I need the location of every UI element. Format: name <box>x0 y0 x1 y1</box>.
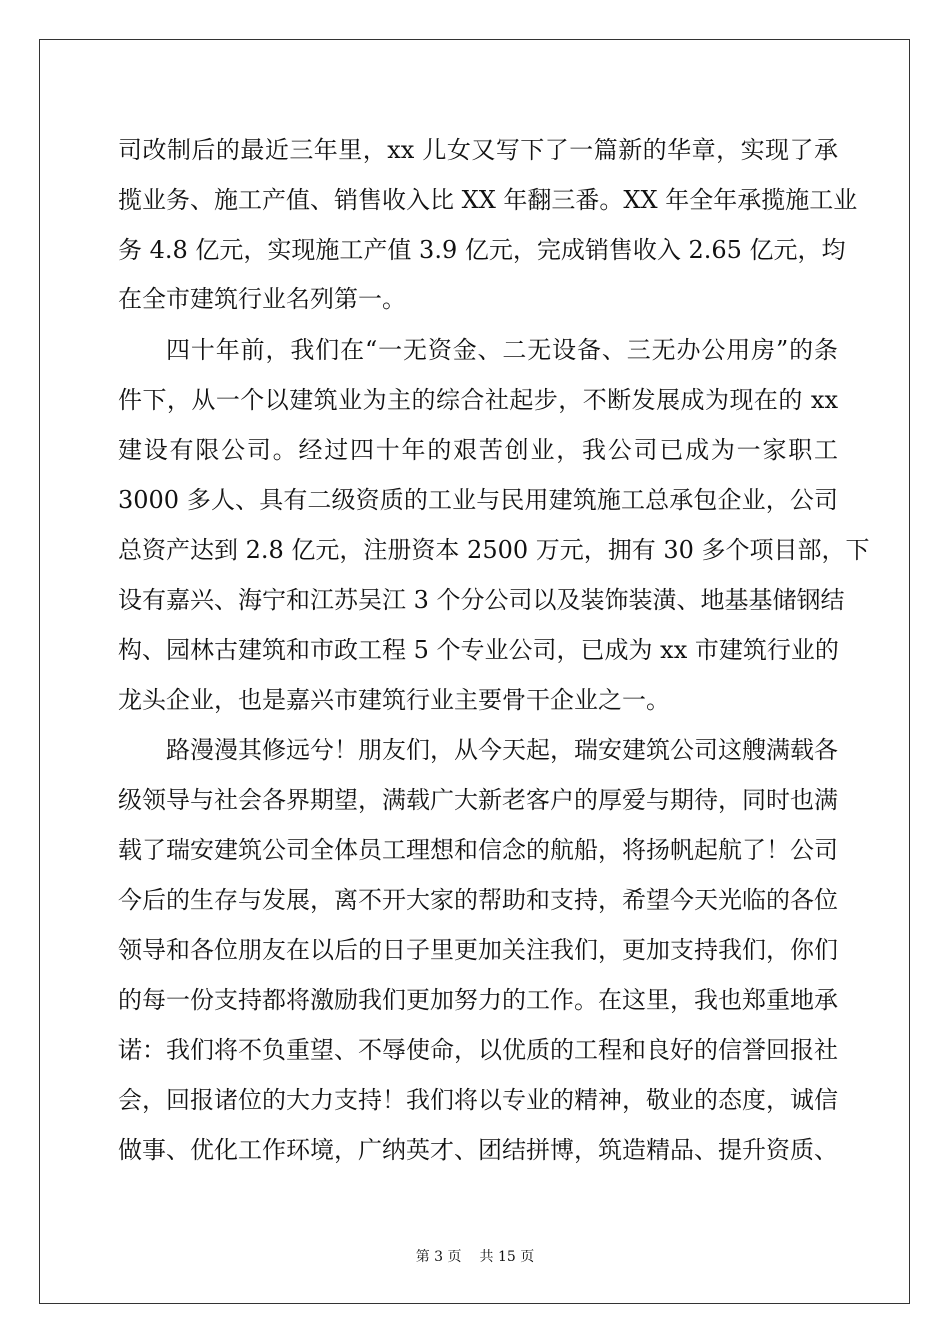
text-line: 件下，从一个以建筑业为主的综合社起步，不断发展成为现在的 xx <box>118 386 838 414</box>
text-line: 3000 多人、具有二级资质的工业与民用建筑施工总承包企业，公司 <box>118 486 838 514</box>
text-line: 构、园林古建筑和市政工程 5 个专业公司，已成为 xx 市建筑行业的 <box>118 636 839 664</box>
text-line: 做事、优化工作环境，广纳英才、团结拼博，筑造精品、提升资质、 <box>118 1136 838 1164</box>
text-line: 总资产达到 2.8 亿元，注册资本 2500 万元，拥有 30 多个项目部，下 <box>118 536 870 564</box>
text-line: 务 4.8 亿元，实现施工产值 3.9 亿元，完成销售收入 2.65 亿元，均 <box>118 236 846 264</box>
text-line: 建设有限公司。经过四十年的艰苦创业，我公司已成为一家职工 <box>118 436 838 464</box>
text-line: 司改制后的最近三年里，xx 儿女又写下了一篇新的华章，实现了承 <box>118 136 838 164</box>
text-line: 揽业务、施工产值、销售收入比 XX 年翻三番。XX 年全年承揽施工业 <box>118 186 858 214</box>
page-number: 第 3 页 <box>415 1249 462 1265</box>
text-line: 领导和各位朋友在以后的日子里更加关注我们，更加支持我们，你们 <box>118 936 838 964</box>
page-total: 共 15 页 <box>479 1249 535 1265</box>
text-line: 设有嘉兴、海宁和江苏吴江 3 个分公司以及装饰装潢、地基基储钢结 <box>118 586 845 614</box>
text-line: 的每一份支持都将激励我们更加努力的工作。在这里，我也郑重地承 <box>118 986 838 1014</box>
text-line: 龙头企业，也是嘉兴市建筑行业主要骨干企业之一。 <box>118 686 670 714</box>
text-line: 会，回报诸位的大力支持！我们将以专业的精神，敬业的态度，诚信 <box>118 1086 838 1114</box>
text-line: 路漫漫其修远兮！朋友们，从今天起，瑞安建筑公司这艘满载各 <box>166 736 838 764</box>
text-line: 四十年前，我们在“一无资金、二无设备、三无办公用房”的条 <box>166 336 838 364</box>
text-line: 载了瑞安建筑公司全体员工理想和信念的航船，将扬帆起航了！公司 <box>118 836 838 864</box>
text-line: 在全市建筑行业名列第一。 <box>118 285 406 313</box>
page-footer <box>0 1247 950 1267</box>
text-line: 诺：我们将不负重望、不辱使命，以优质的工程和良好的信誉回报社 <box>118 1036 838 1064</box>
text-line: 今后的生存与发展，离不开大家的帮助和支持，希望今天光临的各位 <box>118 886 838 914</box>
text-line: 级领导与社会各界期望，满载广大新老客户的厚爱与期待，同时也满 <box>118 786 838 814</box>
